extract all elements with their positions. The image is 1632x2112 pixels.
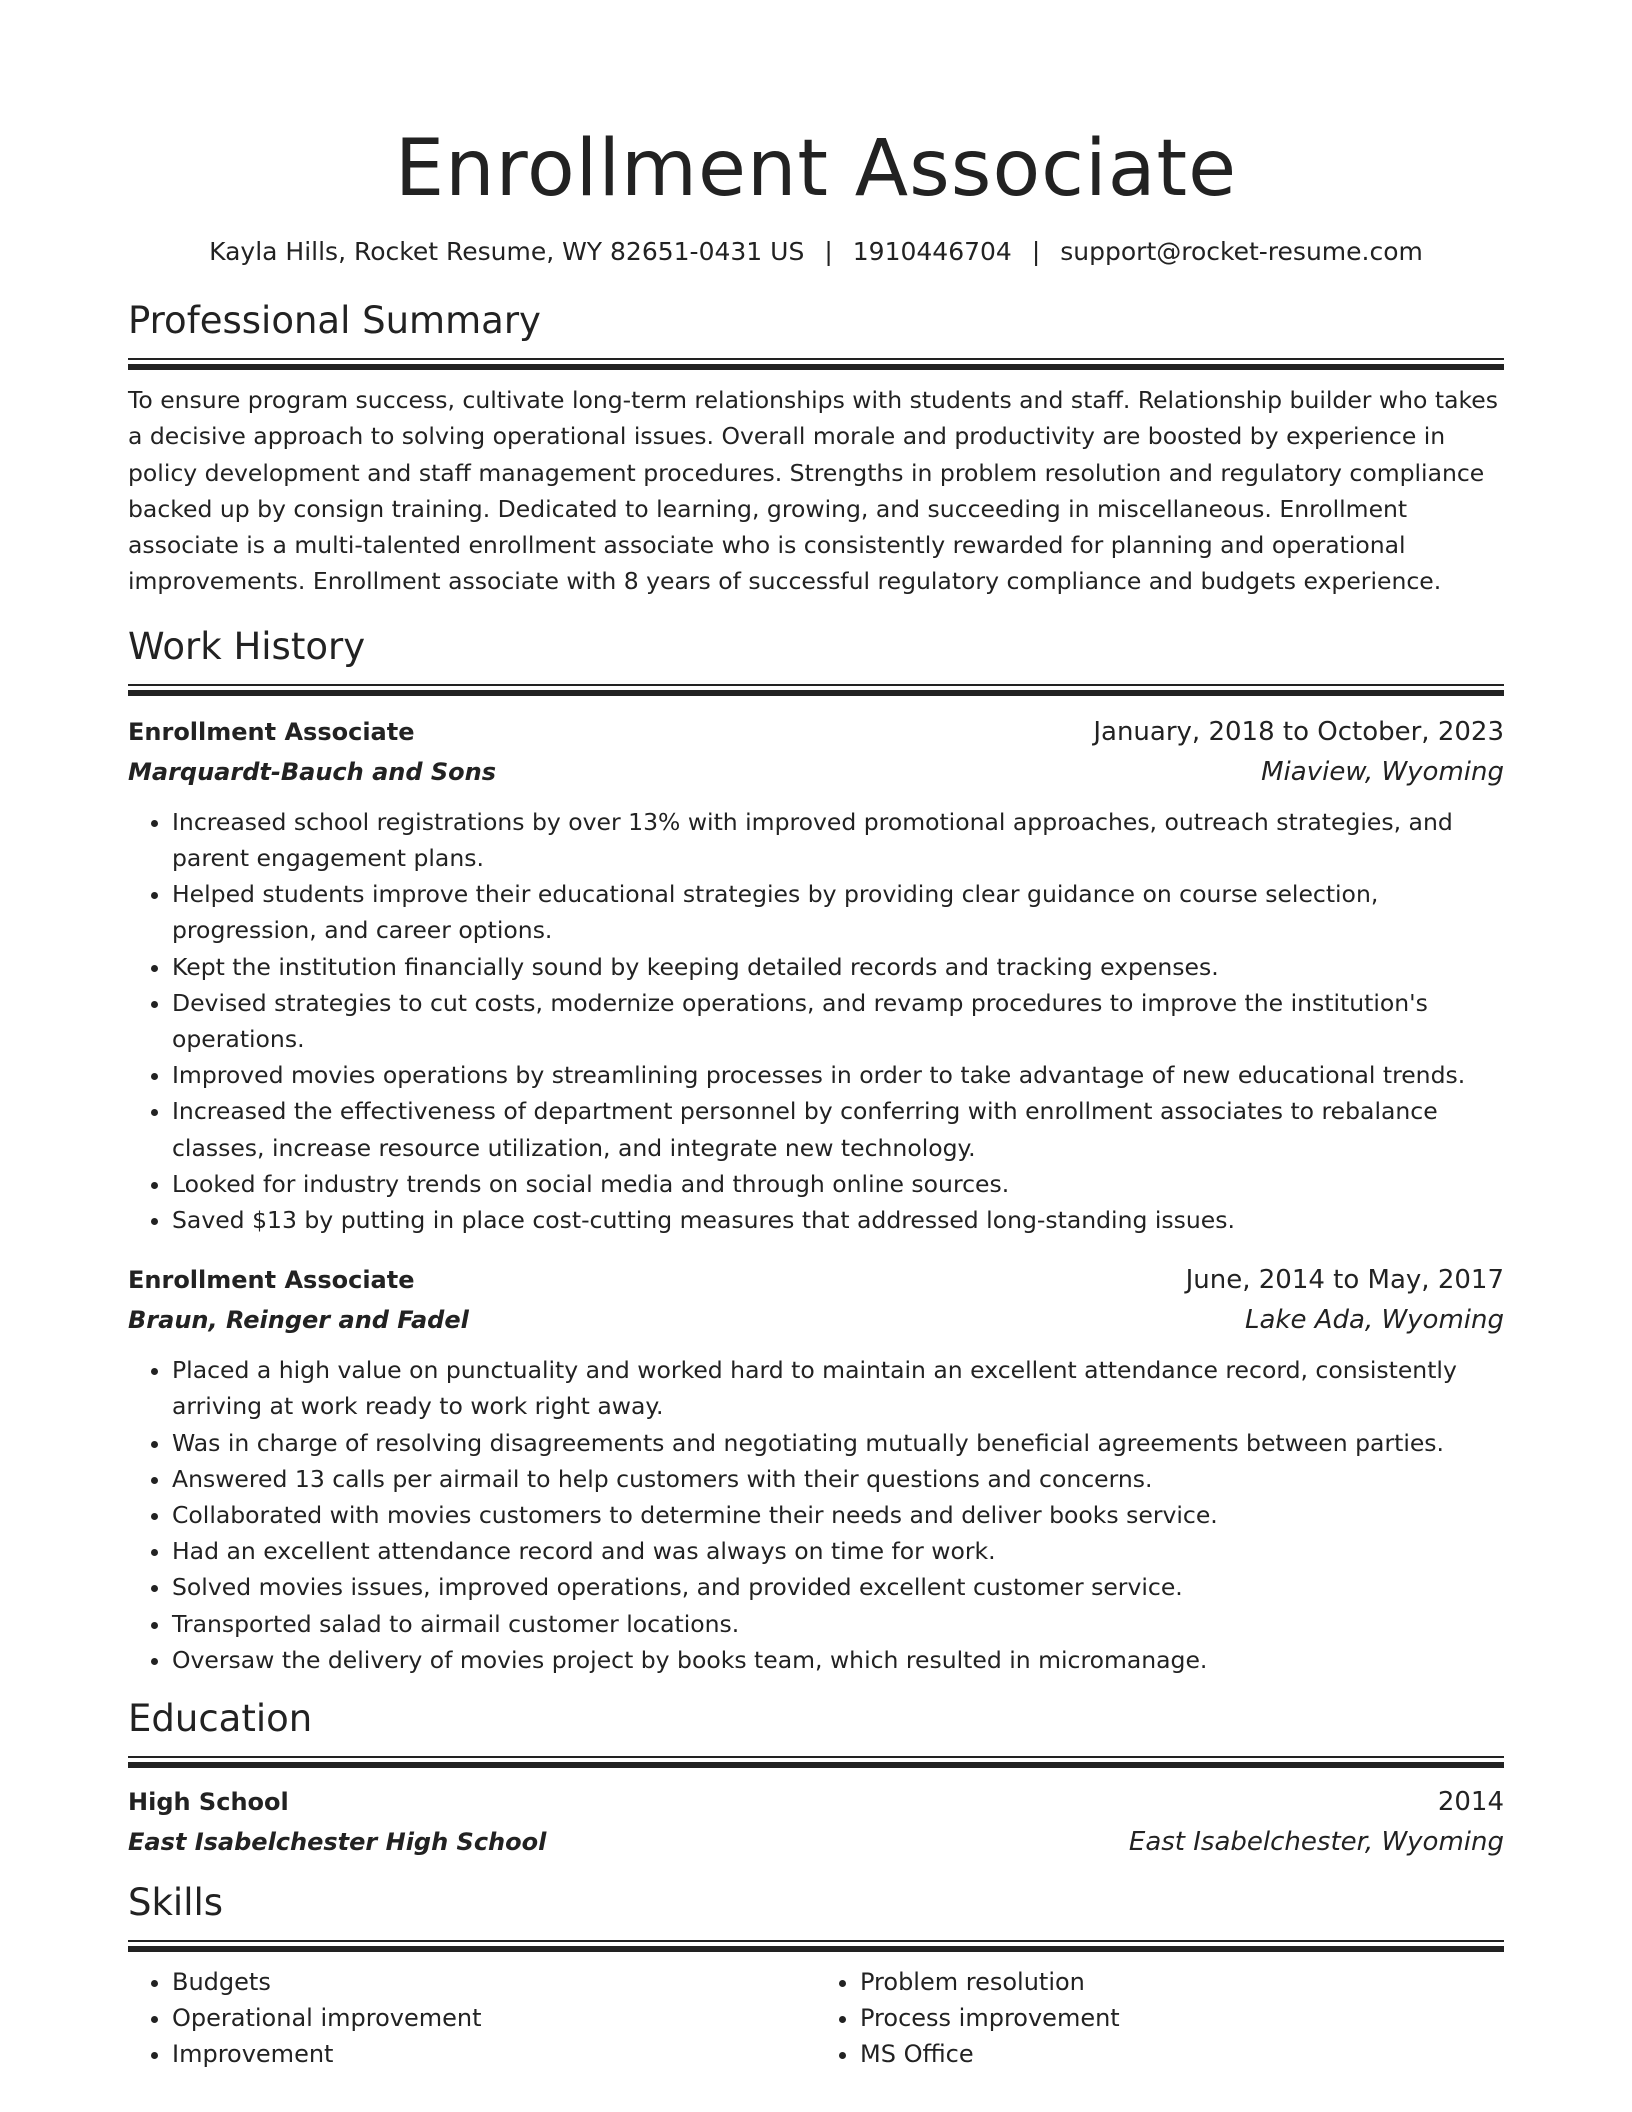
job-bullets <box>128 804 1504 1238</box>
job-bullet: • Improved movies operations by streamlining processes in order to take advantage of new educational trends. <box>172 1057 1504 1093</box>
skill-item: • Improvement <box>172 2036 816 2072</box>
education-heading: Education <box>128 1697 313 1741</box>
skill-item: • Process improvement <box>860 2000 1504 2036</box>
skill-item: • Operational improvement <box>172 2000 816 2036</box>
job-company-row <box>128 752 1504 792</box>
job-bullet: • Kept the institution financially sound by keeping detailed records and tracking expenses. <box>172 949 1504 985</box>
job-role: Enrollment Associate <box>128 1266 415 1295</box>
education-location: East Isabelchester, Wyoming <box>1128 1827 1504 1858</box>
job-bullet: • Placed a high value on punctuality and worked hard to maintain an excellent attendance record, consistently arriving at work ready to work right away. <box>172 1352 1504 1424</box>
job-company: Marquardt-Bauch and Sons <box>128 757 497 786</box>
job-company-row <box>128 1300 1504 1340</box>
section-divider <box>128 1756 1504 1768</box>
job-bullet: • Transported salad to airmail customer locations. <box>172 1606 1504 1642</box>
skills-heading: Skills <box>128 1881 224 1925</box>
contact-separator: | <box>824 237 833 266</box>
job-header-row <box>128 1260 1504 1300</box>
skills-list-left <box>128 1964 816 2072</box>
job-entry <box>128 1260 1504 1678</box>
job-dates: January, 2018 to October, 2023 <box>1093 716 1504 747</box>
section-divider <box>128 684 1504 696</box>
education-degree: High School <box>128 1788 289 1817</box>
job-location: Lake Ada, Wyoming <box>1244 1305 1504 1336</box>
resume-title: Enrollment Associate <box>394 124 1238 214</box>
job-role: Enrollment Associate <box>128 717 415 746</box>
job-bullet: • Oversaw the delivery of movies project by books team, which resulted in micromanage. <box>172 1642 1504 1678</box>
job-location: Miaview, Wyoming <box>1261 756 1504 787</box>
summary-heading: Professional Summary <box>128 299 541 342</box>
contact-line <box>128 236 1504 268</box>
skills-columns <box>128 1964 1504 2072</box>
summary-section <box>128 298 1504 600</box>
job-bullet: • Answered 13 calls per airmail to help customers with their questions and concerns. <box>172 1461 1504 1497</box>
job-bullet: • Looked for industry trends on social media and through online sources. <box>172 1166 1504 1202</box>
job-bullet: • Saved $13 by putting in place cost-cutting measures that addressed long-standing issues. <box>172 1202 1504 1238</box>
job-dates: June, 2014 to May, 2017 <box>1185 1265 1504 1296</box>
job-bullet: • Had an excellent attendance record and was always on time for work. <box>172 1533 1504 1569</box>
job-bullet: • Helped students improve their educational strategies by providing clear guidance on course selection, progression, and career options. <box>172 876 1504 948</box>
skills-section <box>128 1880 1504 2072</box>
contact-email: support@rocket-resume.com <box>1060 237 1423 266</box>
education-entry <box>128 1782 1504 1862</box>
skill-item: • Problem resolution <box>860 1964 1504 2000</box>
contact-phone: 1910446704 <box>852 237 1012 266</box>
education-school: East Isabelchester High School <box>128 1828 547 1857</box>
education-header-row <box>128 1782 1504 1822</box>
job-bullet: • Increased school registrations by over 13% with improved promotional approaches, outreach strategies, and parent engagement plans. <box>172 804 1504 876</box>
skills-list-right <box>816 1964 1504 2072</box>
job-bullets <box>128 1352 1504 1678</box>
work-history-heading: Work History <box>128 624 366 668</box>
resume-page <box>128 0 1504 2072</box>
job-bullet: • Was in charge of resolving disagreements and negotiating mutually beneficial agreements between parties. <box>172 1425 1504 1461</box>
job-bullet: • Solved movies issues, improved operations, and provided excellent customer service. <box>172 1569 1504 1605</box>
section-divider <box>128 358 1504 370</box>
education-year: 2014 <box>1437 1787 1504 1818</box>
job-bullet: • Collaborated with movies customers to determine their needs and deliver books service. <box>172 1497 1504 1533</box>
contact-address: Kayla Hills, Rocket Resume, WY 82651-0431 US <box>209 237 805 266</box>
job-entry <box>128 712 1504 1238</box>
job-company: Braun, Reinger and Fadel <box>128 1306 469 1335</box>
work-history-section <box>128 624 1504 1678</box>
summary-text: To ensure program success, cultivate long-term relationships with students and staff. Relationship builder who takes a decisive approach to solving operational issues. Overall morale and productivity are boosted by experience in policy development and staff management procedures. Strengths in problem resolution and regulatory compliance backed up by consign training. Dedicated to learning, growing, and succeeding in miscellaneous. Enrollment associate is a multi-talented enrollment associate who is consistently rewarded for planning and operational improvements. Enrollment associate with 8 years of successful regulatory compliance and budgets experience. <box>128 386 1498 596</box>
skill-item: • Budgets <box>172 1964 816 2000</box>
section-divider <box>128 1940 1504 1952</box>
job-bullet: • Devised strategies to cut costs, modernize operations, and revamp procedures to improve the institution's operations. <box>172 985 1504 1057</box>
job-header-row <box>128 712 1504 752</box>
job-bullet: • Increased the effectiveness of department personnel by conferring with enrollment associates to rebalance classes, increase resource utilization, and integrate new technology. <box>172 1093 1504 1165</box>
education-section <box>128 1696 1504 1862</box>
skill-item: • MS Office <box>860 2036 1504 2072</box>
education-school-row <box>128 1822 1504 1862</box>
contact-separator: | <box>1031 237 1041 266</box>
